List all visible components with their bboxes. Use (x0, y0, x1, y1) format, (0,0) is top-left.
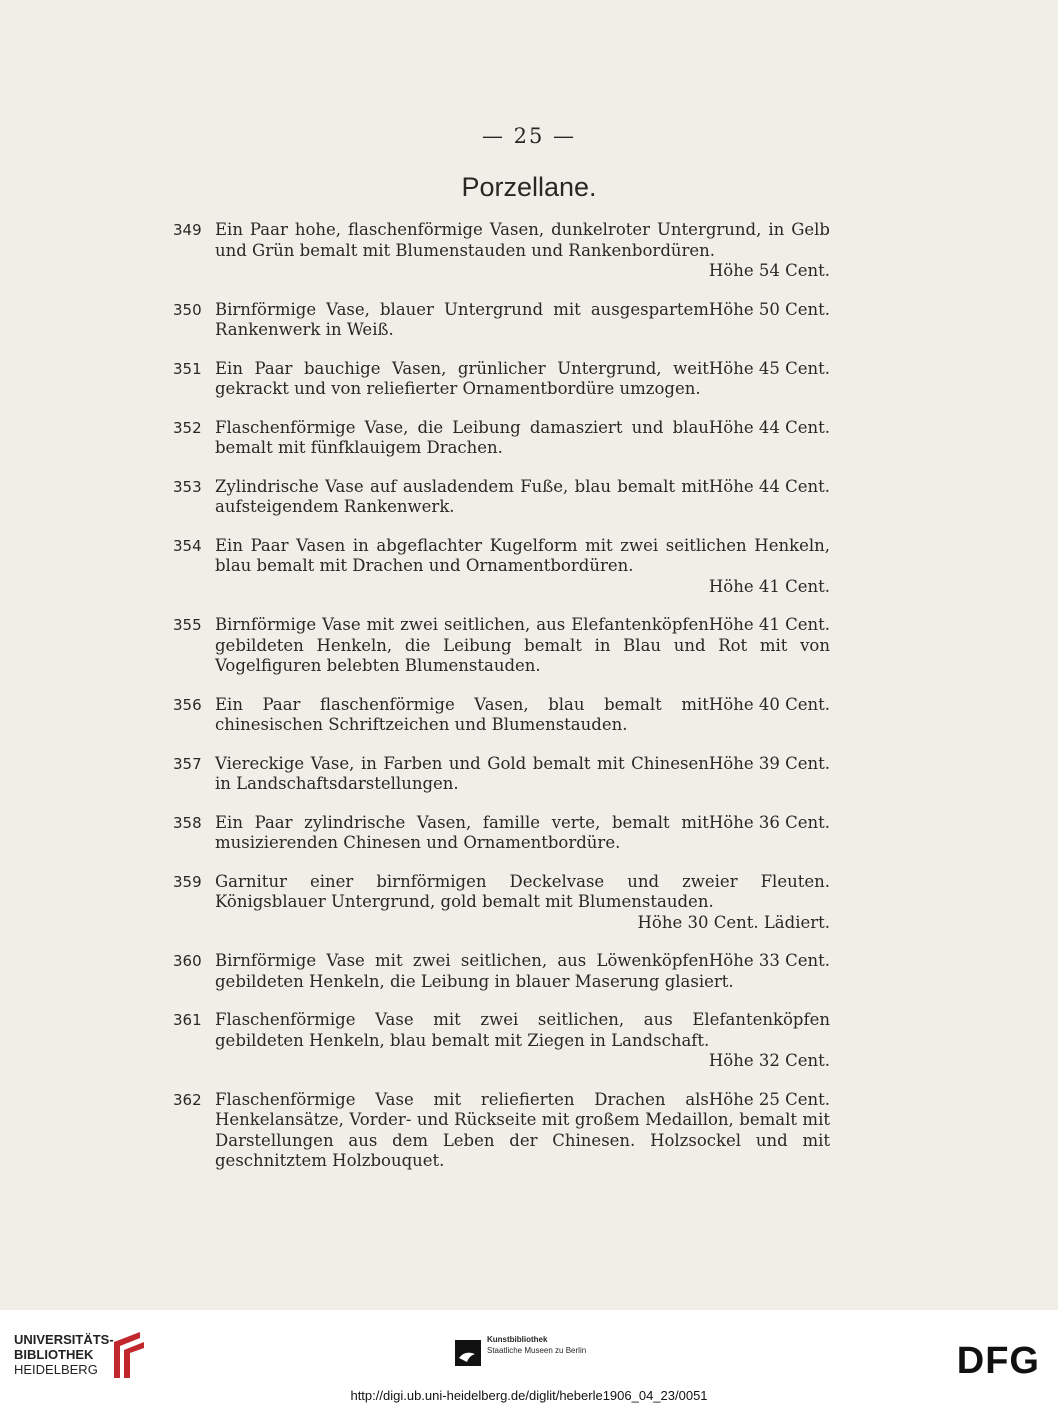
catalog-entry (165, 1010, 830, 1072)
entry-number: 360 (173, 952, 202, 970)
ub-logo[interactable] (14, 1332, 114, 1377)
entry-description: Ein Paar zylindrische Vasen, famille verte, bemalt mit musizierenden Chinesen und Ornamentbordüre. (215, 812, 709, 852)
entry-height: Höhe 44 Cent. (708, 417, 830, 437)
kb-title: Kunstbibliothek (487, 1335, 548, 1344)
entry-description: Ein Paar Vasen in abgeflachter Kugelform mit zwei seitlichen Henkeln, blau bemalt mit Drachen und Ornamentbordüren. (215, 535, 830, 575)
footer (0, 1310, 1058, 1407)
ub-logo-line3: HEIDELBERG (14, 1362, 98, 1377)
entry-height: Höhe 30 Cent. Lädiert. (637, 912, 830, 932)
entry-number: 362 (173, 1090, 202, 1109)
ub-logo-line2: BIBLIOTHEK (14, 1347, 94, 1362)
entry-number: 351 (173, 359, 202, 378)
entry-height: Höhe 39 Cent. (708, 753, 830, 773)
entry-description: Birnförmige Vase mit zwei seitlichen, aus Elefantenköpfen gebildeten Henkeln, die Leibung bemalt in Blau und Rot mit von Vogelfiguren belebten Blumenstauden. (215, 615, 830, 675)
entry-description: Birnförmige Vase, blauer Untergrund mit ausgespartem Rankenwerk in Weiß. (215, 299, 709, 339)
catalog-entry (165, 951, 830, 992)
ub-emblem-icon (108, 1330, 146, 1380)
catalog-entry (165, 695, 830, 736)
entry-number: 355 (173, 616, 202, 634)
catalog-entries (165, 220, 830, 1190)
catalog-entry (165, 220, 830, 282)
entry-description: Viereckige Vase, in Farben und Gold bemalt mit Chinesen in Landschaftsdarstellungen. (215, 753, 709, 793)
permalink-url[interactable]: http://digi.ub.uni-heidelberg.de/diglit/heberle1906_04_23/0051 (350, 1388, 708, 1403)
entry-description: Zylindrische Vase auf ausladendem Fuße, blau bemalt mit aufsteigendem Rankenwerk. (215, 476, 709, 516)
ub-logo-line1: UNIVERSITÄTS- (14, 1332, 114, 1347)
kunstbibliothek-logo-icon (455, 1340, 481, 1366)
entry-number: 352 (173, 418, 202, 437)
entry-number: 350 (173, 300, 202, 319)
catalog-entry (165, 418, 830, 459)
catalog-entry (165, 872, 830, 934)
entry-description: Ein Paar hohe, flaschenförmige Vasen, dunkelroter Untergrund, in Gelb und Grün bemalt mit Blumenstauden und Rankenbordüren. (215, 220, 830, 260)
catalog-entry (165, 300, 830, 341)
kunstbibliothek-logo[interactable] (487, 1334, 586, 1356)
catalog-entry (165, 754, 830, 795)
entry-number: 361 (173, 1011, 202, 1029)
entry-height: Höhe 54 Cent. (708, 261, 830, 280)
entry-height: Höhe 32 Cent. (708, 1051, 830, 1070)
catalog-entry (165, 813, 830, 854)
entry-height: Höhe 45 Cent. (708, 358, 830, 378)
entry-description: Garnitur einer birnförmigen Deckelvase und zweier Fleuten. Königsblauer Untergrund, gold bemalt mit Blumenstauden. (215, 871, 830, 911)
catalog-entry (165, 536, 830, 598)
catalog-entry (165, 1090, 830, 1172)
entry-height: Höhe 25 Cent. (708, 1089, 830, 1109)
kb-subtitle: Staatliche Museen zu Berlin (487, 1346, 587, 1355)
entry-height: Höhe 44 Cent. (708, 476, 830, 496)
dfg-logo[interactable]: DFG (956, 1340, 1040, 1382)
section-heading: Porzellane. (461, 172, 597, 202)
entry-height: Höhe 41 Cent. (708, 576, 830, 596)
entry-number: 356 (173, 695, 202, 714)
entry-description: Flaschenförmige Vase mit zwei seitlichen, aus Elefantenköpfen gebildeten Henkeln, blau bemalt mit Ziegen in Landschaft. (215, 1010, 830, 1050)
entry-description: Flaschenförmige Vase mit reliefierten Drachen als Henkelansätze, Vorder- und Rückseite mit großem Medaillon, bemalt mit Darstellungen aus dem Leben der Chinesen. Holzsockel und mit geschnitztem Holzbouquet. (215, 1089, 830, 1170)
page-number: — 25 — (481, 124, 577, 148)
catalog-entry (165, 477, 830, 518)
entry-height: Höhe 33 Cent. (708, 951, 830, 970)
entry-description: Ein Paar bauchige Vasen, grünlicher Untergrund, weit gekrackt und von reliefierter Ornamentbordüre umzogen. (215, 358, 709, 398)
entry-number: 358 (173, 813, 202, 832)
entry-description: Ein Paar flaschenförmige Vasen, blau bemalt mit chinesischen Schriftzeichen und Blumenstauden. (215, 694, 709, 734)
entry-description: Birnförmige Vase mit zwei seitlichen, aus Löwenköpfen gebildeten Henkeln, die Leibung in blauer Maserung glasiert. (215, 951, 734, 991)
catalog-entry (165, 359, 830, 400)
entry-number: 349 (173, 221, 202, 239)
entry-number: 354 (173, 536, 202, 555)
entry-height: Höhe 40 Cent. (708, 694, 830, 714)
entry-height: Höhe 50 Cent. (708, 299, 830, 319)
entry-number: 353 (173, 477, 202, 496)
entry-height: Höhe 41 Cent. (708, 615, 830, 634)
entry-description: Flaschenförmige Vase, die Leibung damasziert und blau bemalt mit fünfklauigem Drachen. (215, 417, 709, 457)
entry-height: Höhe 36 Cent. (708, 812, 830, 832)
catalog-entry (165, 615, 830, 677)
entry-number: 357 (173, 754, 202, 773)
entry-number: 359 (173, 872, 202, 891)
